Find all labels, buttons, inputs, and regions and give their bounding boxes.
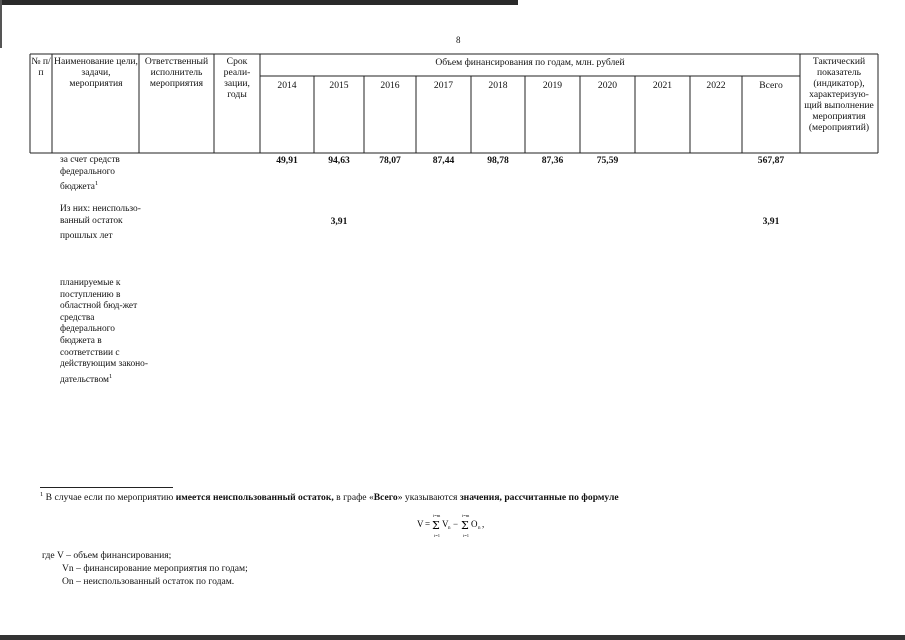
year-header: 2019 (542, 80, 563, 91)
header-indicator: Тактический показатель (индикатор), характеризую-щий выполнение мероприятия (мероприятий) (804, 56, 874, 133)
year-header: 2021 (652, 80, 673, 91)
header-financing: Объем финансирования по годам, млн. рублей (435, 57, 625, 68)
header-name: Наименование цели, задачи, мероприятия (54, 56, 138, 89)
header-num: № п/п (31, 56, 51, 78)
value-cell: 94,63 (328, 155, 350, 166)
value-cell: 98,78 (487, 155, 509, 166)
value-cell: 87,36 (541, 155, 564, 166)
footnote-text: $^1$ В случае если по мероприятию имеется неиспользованный остаток, в графе «Всего» указываются значения, рассчитанные по формуле (40, 491, 619, 504)
value-cell: 49,91 (276, 155, 298, 166)
svg-text:i=1: i=1 (434, 533, 441, 538)
page-number: 8 (456, 35, 461, 45)
svg-text:Σ: Σ (432, 519, 440, 532)
scan-edge-left (0, 0, 2, 48)
value-cell: 78,07 (379, 155, 401, 166)
header-responsible: Ответственный исполнитель мероприятия (144, 56, 209, 89)
value-cell: 3,91 (330, 216, 348, 227)
svg-text:V: V (417, 519, 424, 529)
svg-text:Σ: Σ (461, 519, 469, 532)
scan-edge-top (0, 0, 518, 5)
year-header: 2018 (488, 80, 508, 91)
header-term: Срок реали-зации, годы (223, 56, 251, 100)
legend-line: On – неиспользованный остаток по годам. (62, 576, 235, 587)
svg-text:−: − (453, 519, 459, 529)
year-header: 2017 (433, 80, 454, 91)
value-cell: 75,59 (596, 155, 619, 166)
svg-text:V: V (442, 519, 449, 529)
svg-text:O: O (471, 519, 478, 529)
legend-line: Vn – финансирование мероприятия по годам; (62, 563, 248, 574)
row-label: Из них: неиспользо-ванный остаток прошлых лет (60, 204, 141, 242)
legend-line: где V – объем финансирования; (42, 550, 172, 561)
value-cell-total: 567,87 (757, 155, 785, 166)
year-header: 2015 (329, 80, 349, 91)
svg-text:n: n (478, 526, 481, 531)
year-header: Всего (759, 80, 783, 91)
value-cell: 87,44 (432, 155, 455, 166)
svg-text:,: , (482, 519, 485, 529)
year-header: 2014 (277, 80, 297, 91)
svg-text:n: n (448, 526, 451, 531)
row-label: за счет средств федерального бюджета$^1$ (60, 155, 120, 193)
svg-text:=: = (425, 519, 431, 529)
svg-text:i=1: i=1 (463, 533, 470, 538)
svg-text:i=m: i=m (462, 513, 470, 518)
row-label: планируемые к поступлению в областной бюд-жет средства федерального бюджета в соответствии с действующим законо-дательством$^1$ (60, 278, 148, 385)
svg-text:i=m: i=m (433, 513, 441, 518)
year-header: 2020 (597, 80, 618, 91)
value-cell-total: 3,91 (762, 216, 780, 227)
formula (415, 510, 525, 540)
year-header: 2016 (380, 80, 400, 91)
year-header: 2022 (706, 80, 726, 91)
scan-edge-bottom (0, 635, 905, 640)
footnote-rule (40, 487, 173, 488)
